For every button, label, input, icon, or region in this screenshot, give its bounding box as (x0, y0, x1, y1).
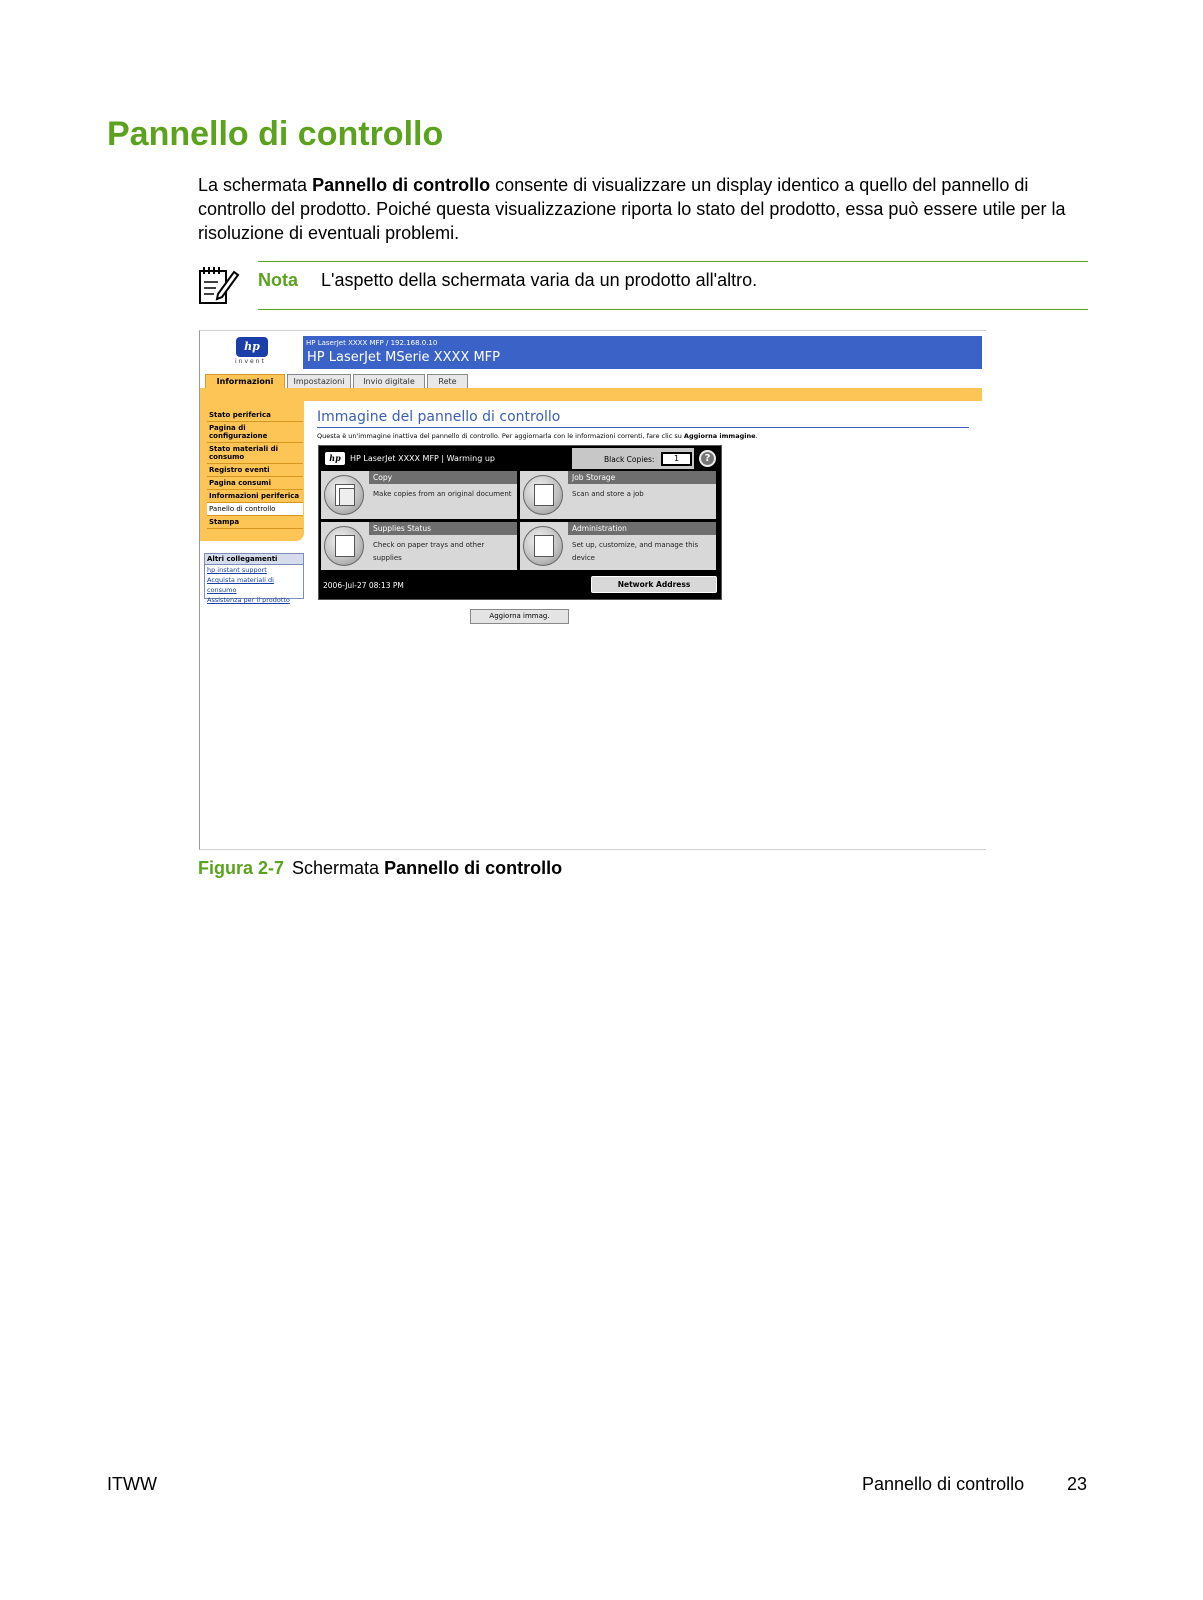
figure-number: Figura 2-7 (198, 858, 285, 878)
refresh-image-button[interactable]: Aggiorna immag. (470, 609, 569, 624)
tile-supplies-status[interactable] (321, 522, 517, 570)
tile-job-storage-title: Job Storage (568, 471, 716, 484)
content-title: Immagine del pannello di controllo (317, 409, 561, 425)
note-text: L'aspetto della schermata varia da un prodotto all'altro. (321, 270, 758, 290)
sidebar-item-registro-eventi[interactable]: Registro eventi (207, 464, 303, 477)
tab-invio-digitale[interactable]: Invio digitale (353, 374, 425, 388)
job-storage-icon (523, 475, 563, 515)
sidebar-item-pannello-controllo[interactable]: Panello di controllo (207, 503, 303, 516)
administration-icon (523, 526, 563, 566)
embedded-screenshot (199, 330, 986, 850)
other-links-box (204, 553, 304, 604)
content-desc-end: . (755, 432, 758, 440)
tile-administration-desc: Set up, customize, and manage this device (572, 541, 699, 562)
panel-copies-area (572, 448, 694, 469)
banner-device-name: HP LaserJet MSerie XXXX MFP (307, 350, 500, 365)
figure-caption (198, 858, 562, 879)
copies-label: Black Copies: (604, 455, 655, 464)
link-instant-support[interactable]: hp instant support (207, 566, 267, 574)
help-icon[interactable]: ? (699, 450, 716, 467)
sidebar-item-pagina-consumi[interactable]: Pagina consumi (207, 477, 303, 490)
footer-left: ITWW (107, 1474, 157, 1494)
page-title: Pannello di controllo (107, 115, 444, 153)
banner-address: HP LaserJet XXXX MFP / 192.168.0.10 (306, 339, 438, 347)
job-storage-icon-folder (534, 484, 554, 506)
sidebar-item-pagina-configurazione[interactable]: Pagina di configurazione (207, 422, 303, 443)
hp-logo-area (200, 331, 303, 369)
link-product-support[interactable]: Assistenza per il prodotto (207, 596, 290, 604)
tile-supplies-title: Supplies Status (369, 522, 517, 535)
sidebar-item-stampa[interactable]: Stampa (207, 516, 303, 529)
sidebar-nav (207, 409, 303, 529)
supplies-status-icon (324, 526, 364, 566)
panel-datetime: 2006-Jul-27 08:13 PM (323, 581, 404, 590)
copies-field[interactable]: 1 (661, 452, 692, 466)
caption-bold: Pannello di controllo (384, 858, 563, 878)
network-address-button[interactable]: Network Address (591, 576, 717, 593)
tile-supplies-desc: Check on paper trays and other supplies (373, 541, 485, 562)
tile-copy-title: Copy (369, 471, 517, 484)
other-links-header: Altri collegamenti (205, 554, 303, 565)
tile-job-storage-desc: Scan and store a job (572, 490, 644, 498)
panel-hp-logo: hp (325, 452, 345, 465)
footer-section: Pannello di controllo (862, 1474, 1025, 1494)
device-banner (303, 336, 982, 369)
copy-icon-page-2 (339, 488, 355, 506)
tile-administration[interactable] (520, 522, 716, 570)
page-number: 23 (1067, 1474, 1088, 1494)
supplies-icon-box (335, 535, 355, 557)
hp-tagline: invent (235, 358, 266, 365)
sidebar-item-stato-materiali[interactable]: Stato materiali di consumo (207, 443, 303, 464)
intro-text-2: consente di visualizzare un display identico a quello del pannello di controllo del prodotto. Poiché questa visualizzazione riporta lo stato del prodotto, essa può essere utile per la risoluzione di eventuali problemi. (198, 175, 1066, 243)
content-desc-text: Questa è un'immagine inattiva del pannello di controllo. Per aggiornarla con le informazioni correnti, fare clic su (317, 432, 684, 440)
sidebar-item-informazioni-periferica[interactable]: Informazioni periferica (207, 490, 303, 503)
panel-status-text: HP LaserJet XXXX MFP | Warming up (350, 454, 495, 463)
sidebar-item-stato-periferica[interactable]: Stato periferica (207, 409, 303, 422)
tab-informazioni[interactable]: Informazioni (205, 374, 285, 389)
content-description (317, 432, 758, 440)
panel-footer (321, 573, 719, 596)
control-panel-image (318, 445, 722, 600)
intro-paragraph (198, 173, 1098, 245)
link-buy-supplies[interactable]: Acquista materiali di consumo (207, 576, 274, 594)
tab-impostazioni[interactable]: Impostazioni (287, 374, 351, 388)
orange-band (200, 388, 982, 401)
tile-copy-desc: Make copies from an original document (373, 490, 512, 498)
tile-administration-title: Administration (568, 522, 716, 535)
tab-rete[interactable]: Rete (427, 374, 468, 388)
intro-text-1: La schermata (198, 175, 313, 195)
copy-icon (324, 475, 364, 515)
caption-text: Schermata (292, 858, 385, 878)
note-bottom-rule (258, 309, 1088, 310)
hp-logo[interactable]: hp (236, 337, 268, 357)
content-desc-bold: Aggiorna immagine (683, 432, 756, 440)
administration-icon-clipboard (534, 535, 554, 557)
panel-status-bar (321, 448, 569, 469)
note-top-rule (258, 261, 1088, 262)
tile-copy[interactable] (321, 471, 517, 519)
tile-job-storage[interactable] (520, 471, 716, 519)
content-rule (317, 427, 969, 428)
intro-bold: Pannello di controllo (312, 175, 491, 195)
note-label: Nota (258, 270, 298, 290)
note-icon (198, 264, 240, 306)
